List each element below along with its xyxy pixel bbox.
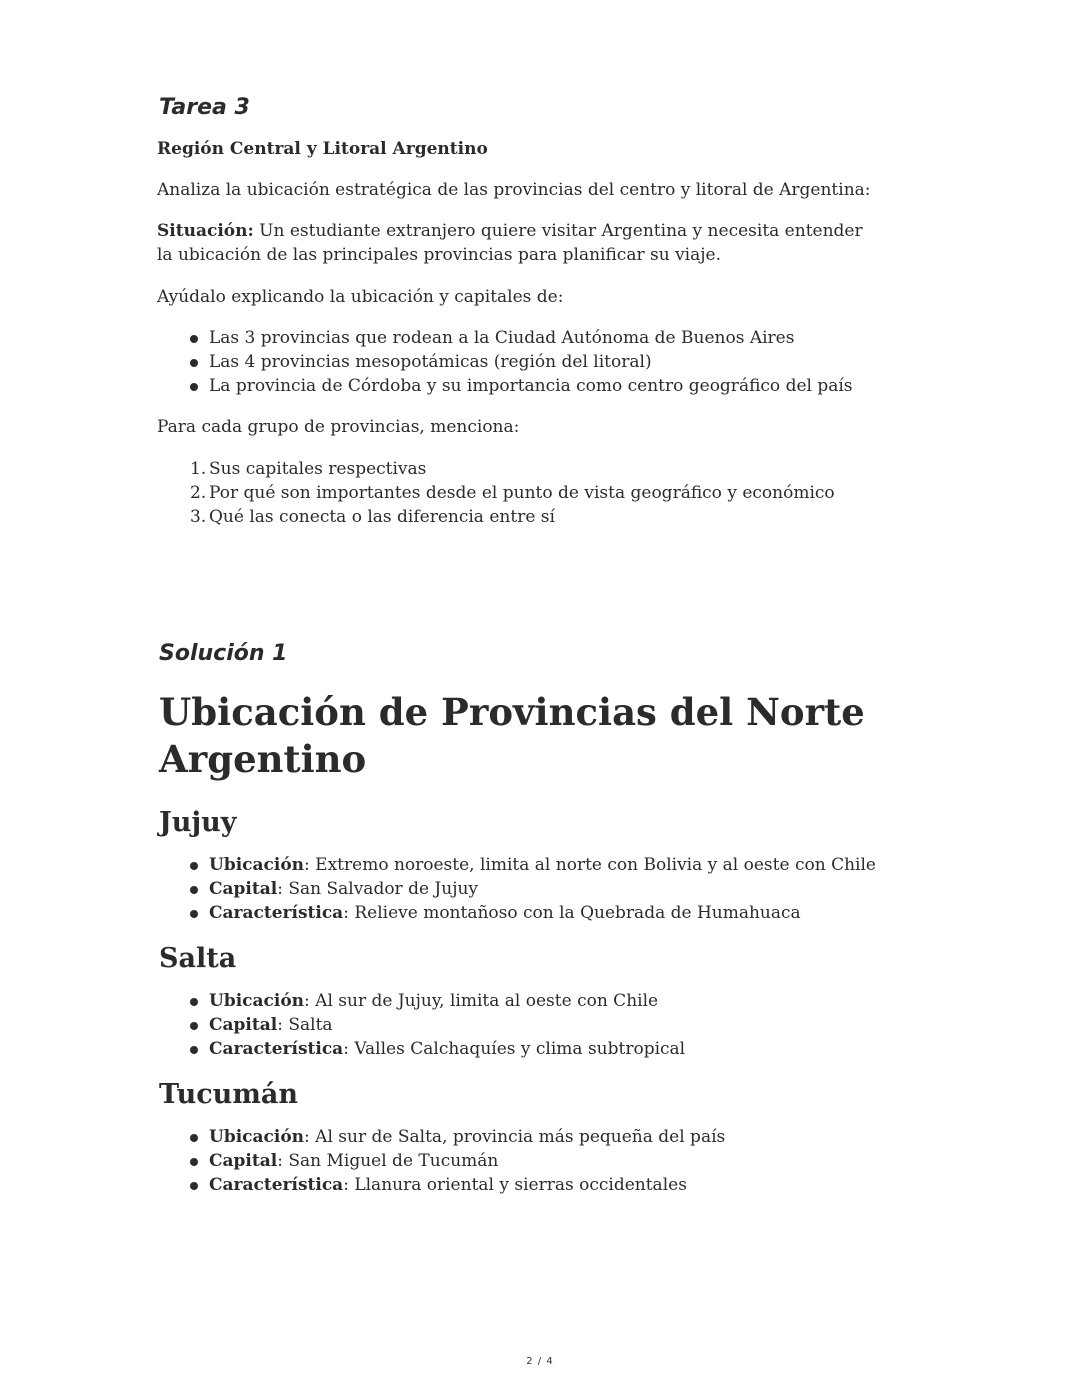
list-item: Las 3 provincias que rodean a la Ciudad Autónoma de Buenos Aires [187,326,877,350]
bullet-icon [190,1134,198,1142]
list-item: Ubicación: Al sur de Salta, provincia más pequeña del país [187,1125,877,1149]
bullet-icon [190,359,198,367]
document-page [157,92,877,1197]
list-item: 2. Por qué son importantes desde el punto de vista geográfico y económico [190,483,835,503]
each-group-paragraph: Para cada grupo de provincias, menciona: [157,417,520,437]
list-item: Capital: San Miguel de Tucumán [187,1149,877,1173]
situation-label: Situación: [157,221,254,241]
situation-paragraph [157,219,877,267]
bullet-icon [190,335,198,343]
province-heading-jujuy: Jujuy [159,807,237,838]
list-item: La provincia de Córdoba y su importancia como centro geográfico del país [187,374,877,398]
list-item: Capital: Salta [187,1013,877,1037]
bullet-icon [190,1158,198,1166]
situation-text: Un estudiante extranjero quiere visitar Argentina y necesita entender la ubicación de las principales provincias para planificar su viaje. [157,221,863,265]
province-details-tucuman [157,1125,877,1197]
bullet-icon [190,998,198,1006]
list-item: Característica: Relieve montañoso con la Quebrada de Humahuaca [187,901,877,925]
bullet-icon [190,383,198,391]
list-item: Ubicación: Al sur de Jujuy, limita al oeste con Chile [187,989,877,1013]
bullet-icon [190,1046,198,1054]
list-item: 3. Qué las conecta o las diferencia entre sí [190,507,555,527]
list-item: Capital: San Salvador de Jujuy [187,877,877,901]
province-heading-salta: Salta [159,943,237,974]
bullet-icon [190,1022,198,1030]
bullet-icon [190,886,198,894]
list-item: 1. Sus capitales respectivas [190,459,427,479]
task-label: Tarea 3 [159,95,250,120]
help-paragraph: Ayúdalo explicando la ubicación y capitales de: [157,287,564,307]
task-subtitle: Región Central y Litoral Argentino [157,139,488,159]
solution-label: Solución 1 [159,641,288,666]
province-details-salta [157,989,877,1061]
list-item: Ubicación: Extremo noroeste, limita al norte con Bolivia y al oeste con Chile [187,853,877,877]
province-details-jujuy [157,853,877,925]
task-intro: Analiza la ubicación estratégica de las provincias del centro y litoral de Argentina: [157,180,871,200]
solution-title: Ubicación de Provincias del Norte Argentino [159,690,865,781]
bullet-icon [190,910,198,918]
list-item: Las 4 provincias mesopotámicas (región del litoral) [187,350,877,374]
list-item: Característica: Valles Calchaquíes y clima subtropical [187,1037,877,1061]
province-heading-tucuman: Tucumán [159,1079,299,1110]
bullet-icon [190,1182,198,1190]
bullet-icon [190,862,198,870]
task-bullet-list [157,326,877,398]
list-item: Característica: Llanura oriental y sierras occidentales [187,1173,877,1197]
page-number: 2 / 4 [526,1356,554,1367]
task-numbered-list [157,457,877,529]
